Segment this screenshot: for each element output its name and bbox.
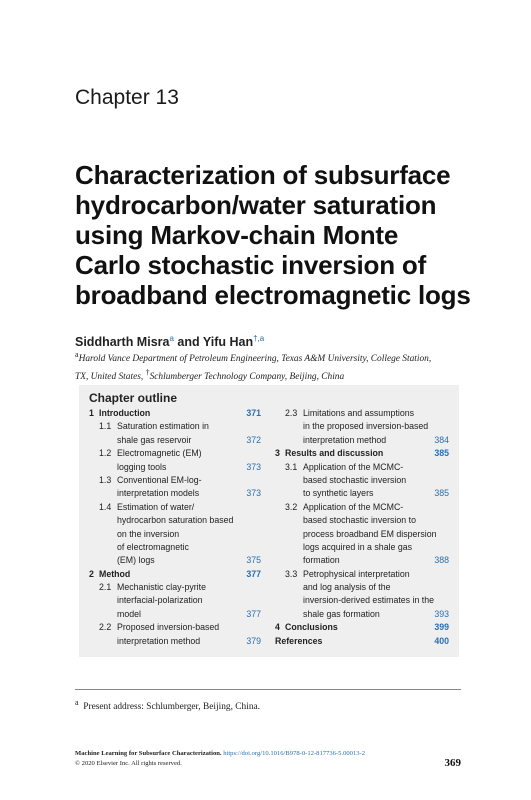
outline-entry-number: 1.1 (99, 421, 112, 432)
outline-entry-text: interpretation method (303, 434, 387, 445)
page-footer (75, 749, 461, 769)
footnote (75, 698, 260, 712)
title-line: using Markov-chain Monte (75, 220, 399, 250)
outline-entry (275, 528, 449, 541)
outline-page-link[interactable]: 372 (246, 434, 261, 445)
outline-entry[interactable] (89, 407, 261, 420)
book-title: Machine Learning for Subsurface Characterization. (75, 750, 222, 757)
outline-page-link[interactable]: 384 (434, 434, 449, 445)
outline-entry-number: 3.1 (285, 461, 298, 472)
outline-entry-text: Application of the MCMC- (303, 501, 404, 512)
chapter-label: Chapter 13 (75, 86, 179, 109)
outline-entry (275, 501, 449, 514)
outline-entry-text: Conclusions (285, 622, 338, 633)
outline-entry-number: 2.2 (99, 622, 112, 633)
affiliation-text: Harold Vance Department of Petroleum Engineering, Texas A&M University, College Station, (78, 354, 432, 365)
outline-entry (275, 541, 449, 554)
outline-page-link[interactable]: 385 (434, 448, 449, 459)
outline-entry (89, 501, 261, 514)
affiliation-text: TX, United States, (75, 372, 146, 383)
outline-entry-text: process broadband EM dispersion (303, 528, 437, 539)
outline-entry[interactable] (275, 621, 449, 634)
outline-page-link[interactable]: 377 (246, 568, 261, 579)
outline-entry-number: 1.3 (99, 474, 112, 485)
outline-page-link[interactable]: 371 (246, 408, 261, 418)
outline-entry (89, 447, 261, 460)
outline-entry-text: interfacial-polarization (117, 595, 203, 606)
outline-entry (89, 581, 261, 594)
outline-entry (275, 461, 449, 474)
outline-entry[interactable] (275, 434, 449, 447)
outline-entry-text: formation (303, 555, 340, 566)
outline-entry-text: interpretation models (117, 488, 200, 499)
outline-entry (275, 514, 449, 527)
outline-entry (89, 621, 261, 634)
outline-entry[interactable] (275, 487, 449, 500)
outline-entry[interactable] (275, 554, 449, 567)
author-name: Yifu Han (202, 335, 254, 350)
outline-entry (89, 541, 261, 554)
outline-entry (275, 594, 449, 607)
outline-entry-text: Petrophysical interpretation (303, 568, 410, 579)
author-separator: and (173, 335, 203, 350)
outline-entry-text: based stochastic inversion to (303, 515, 416, 526)
outline-entry-text: and log analysis of the (303, 582, 391, 593)
outline-entry[interactable] (89, 434, 261, 447)
author-mark[interactable]: a (169, 334, 174, 343)
footnote-mark: a (75, 698, 79, 707)
outline-entry (275, 474, 449, 487)
outline-entry[interactable] (89, 568, 261, 581)
page-number: 369 (444, 757, 461, 769)
outline-entry-text: shale gas reservoir (117, 434, 192, 445)
outline-entry-text: model (117, 608, 141, 619)
outline-entry-number: 2.3 (285, 408, 298, 418)
outline-entry[interactable] (275, 608, 449, 621)
outline-entry-text: Proposed inversion-based (117, 622, 220, 633)
outline-entry-number: 3.3 (285, 568, 298, 579)
outline-entry (89, 420, 261, 433)
chapter-title (75, 160, 495, 310)
outline-entry-text: based stochastic inversion (303, 474, 407, 485)
affiliations (75, 348, 470, 384)
outline-entry[interactable] (89, 554, 261, 567)
outline-entry (275, 407, 449, 420)
doi-link[interactable]: https://doi.org/10.1016/B978-0-12-817736-5.00013-2 (221, 750, 366, 757)
outline-entry-text: Mechanistic clay-pyrite (117, 582, 206, 593)
outline-page-link[interactable]: 373 (246, 488, 261, 499)
outline-entry-number: 2 (89, 568, 94, 579)
author-list (75, 334, 264, 349)
outline-entry (89, 528, 261, 541)
outline-entry-text: on the inversion (117, 528, 180, 539)
outline-right-column (275, 407, 449, 648)
outline-entry-text: to synthetic layers (303, 488, 374, 499)
outline-entry-text: Introduction (99, 408, 151, 418)
affiliation-text: Schlumberger Technology Company, Beijing, China (149, 372, 345, 383)
author-name: Siddharth Misra (75, 335, 170, 350)
outline-entry-number: 1 (89, 408, 94, 418)
outline-entry (275, 581, 449, 594)
outline-entry-number: 1.2 (99, 448, 112, 459)
title-line: Characterization of subsurface (75, 160, 451, 190)
outline-entry-text: Conventional EM-log- (117, 474, 202, 485)
outline-page-link[interactable]: 385 (434, 488, 449, 499)
outline-entry (275, 420, 449, 433)
outline-page-link[interactable]: 388 (434, 555, 449, 566)
outline-entry (275, 568, 449, 581)
outline-entry-number: 4 (275, 622, 280, 633)
outline-entry[interactable] (89, 487, 261, 500)
outline-entry[interactable] (89, 608, 261, 621)
outline-page-link[interactable]: 373 (246, 461, 261, 472)
outline-entry-text: Method (99, 568, 131, 579)
outline-page-link[interactable]: 377 (246, 608, 261, 619)
outline-entry-text: Results and discussion (285, 448, 384, 459)
outline-entry-text: Saturation estimation in (117, 421, 209, 432)
copyright: © 2020 Elsevier Inc. All rights reserved. (75, 760, 182, 767)
outline-entry-text: Limitations and assumptions (303, 408, 414, 418)
outline-entry-text: inversion-derived estimates in the (303, 595, 435, 606)
outline-entry[interactable] (89, 635, 261, 648)
outline-entry (89, 514, 261, 527)
outline-page-link[interactable]: 375 (246, 555, 261, 566)
outline-entry[interactable] (275, 635, 449, 648)
outline-entry-text: interpretation method (117, 635, 201, 646)
outline-entry-text: References (275, 635, 323, 646)
outline-title: Chapter outline (89, 391, 178, 405)
outline-page-link[interactable]: 393 (434, 608, 449, 619)
author-mark[interactable]: †,a (253, 334, 265, 343)
affiliation-mark: a (75, 350, 79, 359)
affiliation-mark: † (145, 368, 150, 378)
outline-entry-text: Estimation of water/ (117, 501, 195, 512)
outline-entry[interactable] (89, 461, 261, 474)
outline-page-link[interactable]: 400 (434, 635, 449, 646)
outline-entry (89, 594, 261, 607)
outline-page-link[interactable]: 379 (246, 635, 261, 646)
outline-entry-text: Electromagnetic (EM) (117, 448, 202, 459)
outline-entry-text: hydrocarbon saturation based (117, 515, 234, 526)
title-line: hydrocarbon/water saturation (75, 190, 437, 220)
outline-entry (89, 474, 261, 487)
outline-entry-number: 3 (275, 448, 280, 459)
outline-page-link[interactable]: 399 (434, 622, 449, 633)
outline-entry-text: logging tools (117, 461, 167, 472)
outline-entry-text: logs acquired in a shale gas (303, 541, 413, 552)
outline-entry-text: of electromagnetic (117, 541, 189, 552)
outline-entry-text: Application of the MCMC- (303, 461, 404, 472)
outline-entry-number: 3.2 (285, 501, 298, 512)
outline-entry-number: 1.4 (99, 501, 112, 512)
outline-entry-number: 2.1 (99, 582, 112, 593)
outline-entry-text: shale gas formation (303, 608, 380, 619)
outline-left-column (89, 407, 261, 648)
title-line: broadband electromagnetic logs (75, 280, 471, 310)
footnote-divider (75, 689, 461, 690)
title-line: Carlo stochastic inversion of (75, 250, 427, 280)
footnote-text: Present address: Schlumberger, Beijing, China. (83, 702, 261, 713)
outline-entry-text: in the proposed inversion-based (303, 421, 429, 432)
outline-entry-text: (EM) logs (117, 555, 155, 566)
outline-entry[interactable] (275, 447, 449, 460)
